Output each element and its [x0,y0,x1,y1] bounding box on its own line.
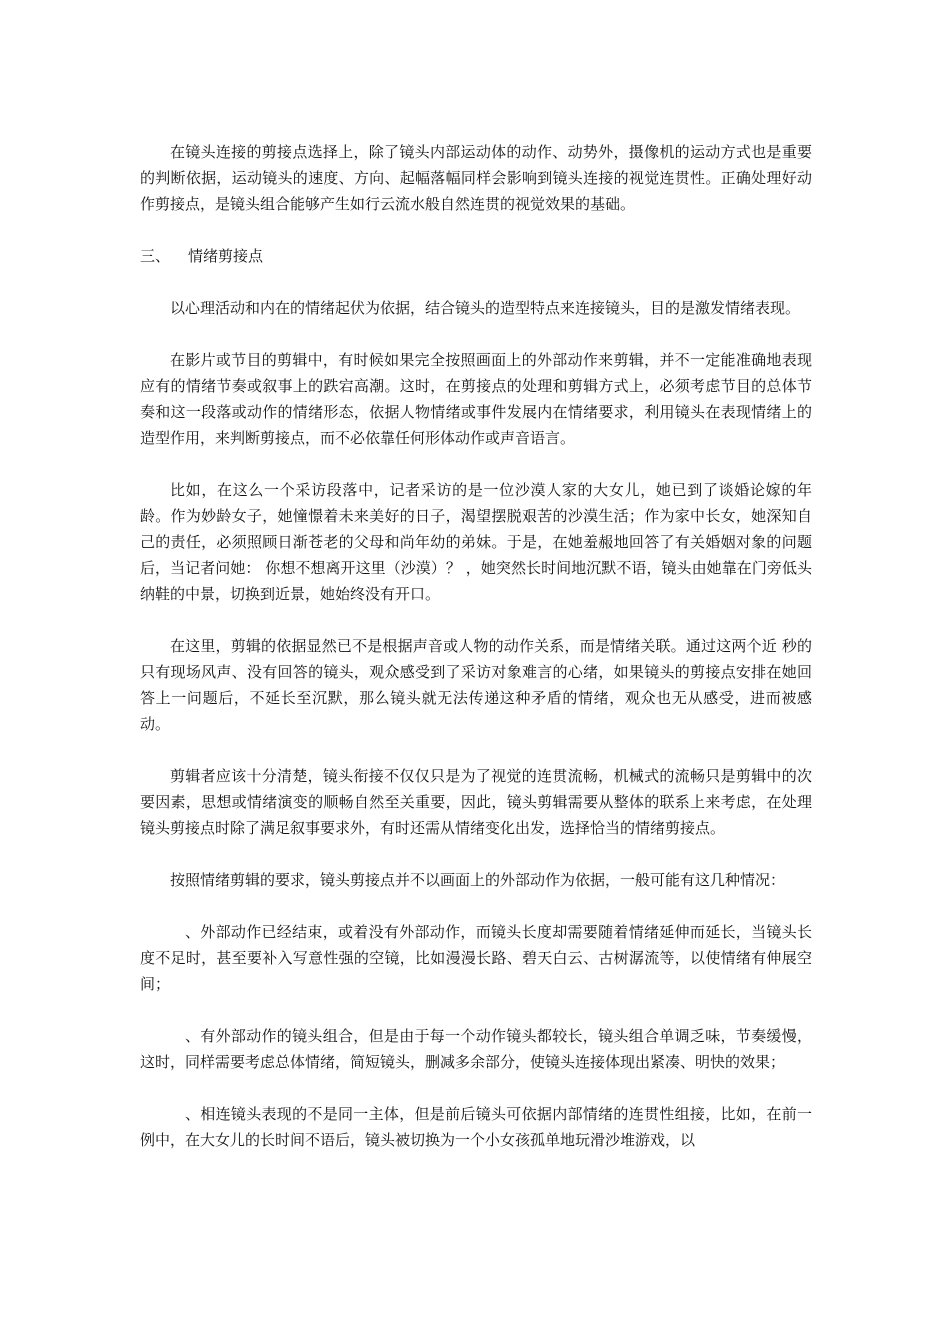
document-body [140,139,812,1153]
paragraph-editor-awareness: 剪辑者应该十分清楚，镜头衔接不仅仅只是为了视觉的连贯流畅，机械式的流畅只是剪辑中的次要因素，思想或情绪演变的顺畅自然至关重要，因此，镜头剪辑需要从整体的联系上来考虑，在处理镜头剪接点时除了满足叙事要求外，有时还需从情绪变化出发，选择恰当的情绪剪接点。 [140,767,812,837]
list-item: 、有外部动作的镜头组合，但是由于每一个动作镜头都较长，镜头组合单调乏味，节奏缓慢，这时，同样需要考虑总体情绪，简短镜头，删减多余部分，使镜头连接体现出紧凑、明快的效果； [140,1027,812,1071]
section-heading [140,243,812,269]
paragraph-cases-intro: 按照情绪剪辑的要求，镜头剪接点并不以画面上的外部动作为依据，一般可能有这几种情况： [170,871,786,889]
paragraph-action-cut-summary: 在镜头连接的剪接点选择上，除了镜头内部运动体的动作、动势外，摄像机的运动方式也是重要的判断依据，运动镜头的速度、方向、起幅落幅同样会影响到镜头连接的视觉连贯性。正确处理好动作剪接点，是镜头组合能够产生如行云流水般自然连贯的视觉效果的基础。 [140,143,812,213]
section-number: 三、 [140,247,171,265]
paragraph-emotion-definition: 以心理活动和内在的情绪起伏为依据，结合镜头的造型特点来连接镜头，目的是激发情绪表现。 [170,299,801,317]
paragraph-interview-example: 比如，在这么一个采访段落中，记者采访的是一位沙漠人家的大女儿，她已到了谈婚论嫁的年龄。作为妙龄女子，她憧憬着未来美好的日子，渴望摆脱艰苦的沙漠生活；作为家中长女，她深知自己的责任，必须照顾日渐苍老的父母和尚年幼的弟妹。于是，在她羞赧地回答了有关婚姻对象的问题后，当记者问她： 你想不想离开这里（沙漠）？ ，她突然长时间地沉默不语，镜头由她靠在门旁低头纳鞋的中景，切换到近景，她始终没有开口。 [140,481,812,603]
paragraph-emotional-link: 在这里，剪辑的依据显然已不是根据声音或人物的动作关系，而是情绪关联。通过这两个近 秒的只有现场风声、没有回答的镜头，观众感受到了采访对象难言的心绪，如果镜头的剪接点安排在她回答上一问题后，不延长至沉默，那么镜头就无法传递这种矛盾的情绪，观众也无从感受，进而被感动。 [140,637,812,733]
section-title: 情绪剪接点 [188,247,264,265]
list-item: 、相连镜头表现的不是同一主体，但是前后镜头可依据内部情绪的连贯性组接，比如，在前一例中，在大女儿的长时间不语后，镜头被切换为一个小女孩孤单地玩滑沙堆游戏，以 [140,1105,812,1149]
paragraph-emotion-rhythm: 在影片或节目的剪辑中，有时候如果完全按照画面上的外部动作来剪辑，并不一定能准确地表现应有的情绪节奏或叙事上的跌宕高潮。这时，在剪接点的处理和剪辑方式上，必须考虑节目的总体节奏和这一段落或动作的情绪形态，依据人物情绪或事件发展内在情绪要求，利用镜头在表现情绪上的造型作用，来判断剪接点，而不必依靠任何形体动作或声音语言。 [140,351,812,447]
list-item: 、外部动作已经结束，或着没有外部动作，而镜头长度却需要随着情绪延伸而延长，当镜头长度不足时，甚至要补入写意性强的空镜，比如漫漫长路、碧天白云、古树潺流等，以使情绪有伸展空间； [140,923,812,993]
